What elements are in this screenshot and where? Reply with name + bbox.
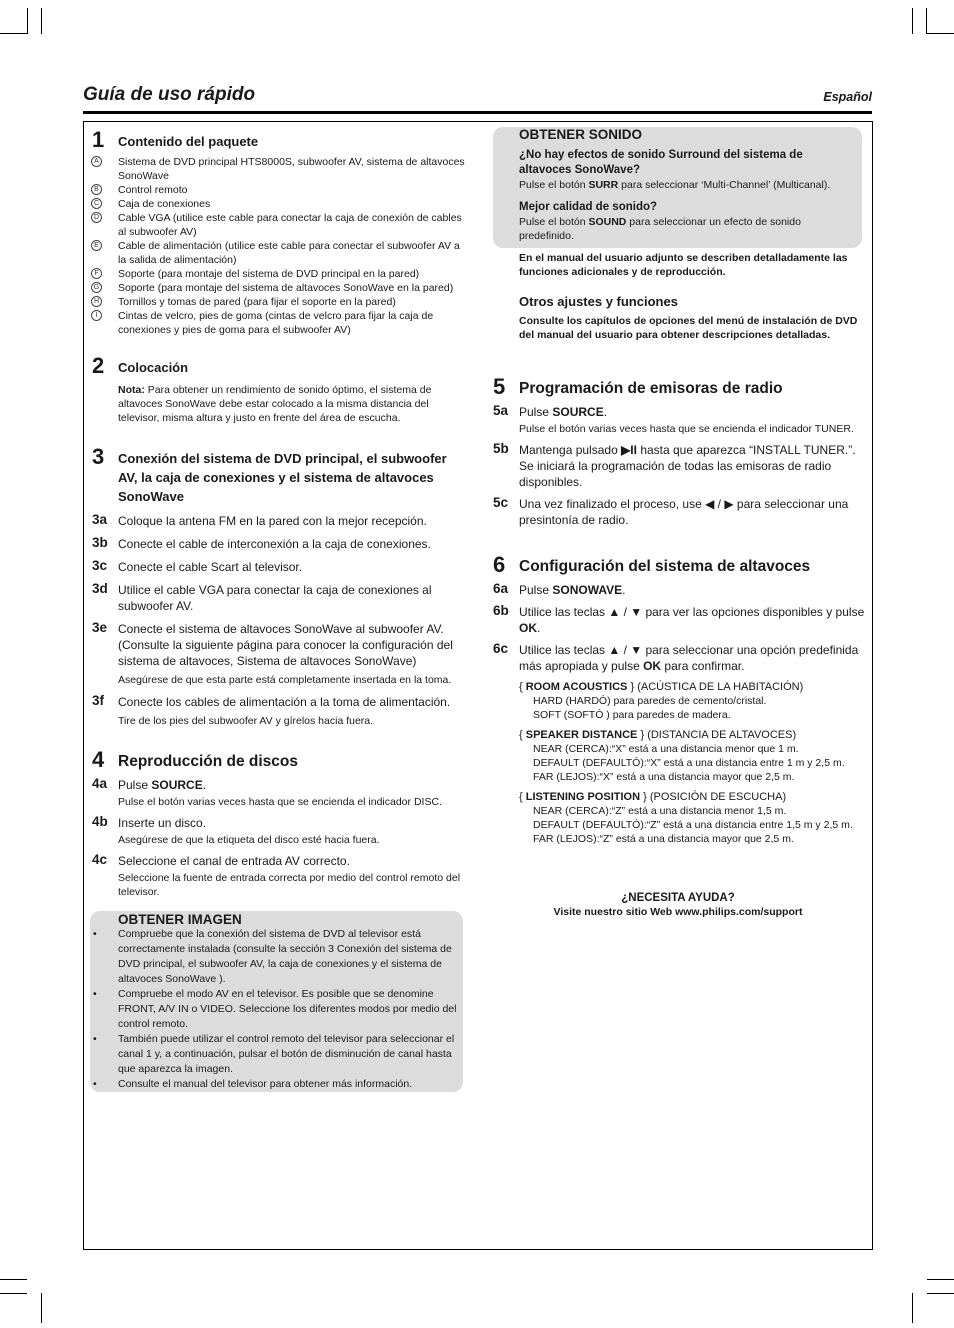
item-letter: H <box>91 296 102 307</box>
item-letter: I <box>91 310 102 321</box>
section-3 <box>90 444 465 728</box>
section-5 <box>491 374 865 528</box>
other-settings-text: Consulte los capítulos de opciones del menú de instalación de DVD del manual del usuario para obtener descripciones detalladas. <box>519 315 858 341</box>
section-4 <box>90 747 465 899</box>
list-item: E Cable de alimentación (utilice este cable para conectar el subwoofer AV a la salida de alimentación) <box>90 239 465 267</box>
list-item: F Soporte (para montaje del sistema de DVD principal en la pared) <box>90 267 465 281</box>
box-title: OBTENER IMAGEN <box>118 912 242 927</box>
connection-steps <box>90 513 465 728</box>
step-4b: 4b Inserte un disco. Asegúrese de que la etiqueta del disco esté hacia fuera. <box>92 814 380 846</box>
header-rule <box>83 111 872 114</box>
language-label: Español <box>823 90 872 104</box>
section-number: 4 <box>92 747 105 772</box>
step-5a: 5a Pulse SOURCE. Pulse el botón varias veces hasta que se encienda el indicador TUNER. <box>493 403 854 435</box>
list-item: • Consulte el manual del televisor para obtener más información. <box>93 1078 413 1090</box>
section-number: 1 <box>92 127 105 152</box>
section-2 <box>90 353 465 425</box>
list-item: • Compruebe que la conexión del sistema de DVD al televisor está correctamente instalada (consulte la sección 3 Conexión del sistema de DVD principal, el subwoofer AV, la caja de conexiones y el sistema de altavoces SonoWave ). <box>93 928 452 985</box>
sound-answer-2: Pulse el botón SOUND para seleccionar un efecto de sonido predefinido. <box>519 216 801 242</box>
list-item: D Cable VGA (utilice este cable para conectar la caja de conexión de cables al subwoofer AV) <box>90 211 465 239</box>
step-3e: 3e Conecte el sistema de altavoces SonoWave al subwoofer AV. (Consulte la siguiente página para conocer la configuración del sistema de altavoces, Sistema de altavoces SonoWave) Asegúrese de que esta parte está completamente insertada en la toma. <box>92 620 453 686</box>
sound-question-1: ¿No hay efectos de sonido Surround del sistema de altavoces SonoWave? <box>519 149 803 176</box>
sound-question-2: Mejor calidad de sonido? <box>519 201 658 213</box>
item-letter: C <box>91 198 102 209</box>
content-frame <box>83 121 873 1250</box>
list-item: B Control remoto <box>90 183 465 197</box>
speaker-option: { SPEAKER DISTANCE } (DISTANCIA DE ALTAVOCES) NEAR (CERCA):“X” está a una distancia menor que 1 m. DEFAULT (DEFAULTÓ):“X” está a una distancia entre 1 m y 2,5 m. FAR (LEJOS):“X” está a una distancia mayor que 2,5 m. <box>519 729 845 783</box>
list-item: • Compruebe el modo AV en el televisor. Es posible que se denomine FRONT, A/V IN o VIDEO. Seleccione los diferentes modos por medio del control remoto. <box>93 988 457 1030</box>
section-title: Conexión del sistema de DVD principal, el subwoofer AV, la caja de conexiones y el sistema de altavoces SonoWave <box>118 451 447 504</box>
section-title: Programación de emisoras de radio <box>519 380 783 397</box>
list-item: I Cintas de velcro, pies de goma (cintas de velcro para fijar la caja de conexiones y pies de goma para el subwoofer AV) <box>90 309 465 337</box>
item-letter: F <box>91 268 102 279</box>
speaker-option: { LISTENING POSITION } (POSICIÓN DE ESCUCHA) NEAR (CERCA):“Z” está a una distancia menor 1,5 m. DEFAULT (DEFAULTÓ):“Z” está a una distancia entre 1,5 m y 2,5 m. FAR (LEJOS):“Z” está a una distancia mayor que 2,5 m. <box>519 791 853 845</box>
list-item: C Caja de conexiones <box>90 197 465 211</box>
speaker-options <box>491 680 865 846</box>
section-1 <box>90 127 465 337</box>
list-item: • También puede utilizar el control remoto del televisor para seleccionar el canal 1 y, a continuación, pulsar el botón de disminución de canal hasta que aparezca la imagen. <box>93 1033 455 1075</box>
section-title: Colocación <box>118 360 189 375</box>
help-title: ¿NECESITA AYUDA? <box>621 892 735 904</box>
section-number: 5 <box>493 374 506 399</box>
box-title: OBTENER SONIDO <box>519 127 643 142</box>
step-6a: 6a Pulse SONOWAVE. <box>493 581 626 597</box>
step-6c: 6c Utilice las teclas ▲ / ▼ para seleccionar una opción predefinida más apropiada y pulse OK para confirmar. <box>493 641 859 673</box>
step-3b: 3b Conecte el cable de interconexión a la caja de conexiones. <box>92 535 431 551</box>
help-block <box>491 892 865 918</box>
list-item: A Sistema de DVD principal HTS8000S, subwoofer AV, sistema de altavoces SonoWave <box>90 155 465 183</box>
package-contents-list <box>90 155 465 337</box>
item-letter: A <box>91 156 102 167</box>
sound-answer-1: Pulse el botón SURR para seleccionar ‘Multi-Channel’ (Multicanal). <box>519 179 831 191</box>
section-6 <box>491 552 865 846</box>
step-5b: 5b Mantenga pulsado ▶II hasta que aparezca “INSTALL TUNER.”. Se iniciará la programación de todas las emisoras de radio disponibles. <box>493 441 856 489</box>
list-item: G Soporte (para montaje del sistema de altavoces SonoWave en la pared) <box>90 281 465 295</box>
manual-note: En el manual del usuario adjunto se describen detalladamente las funciones adicionales y de reproducción. <box>519 252 848 278</box>
item-letter: D <box>91 212 102 223</box>
item-letter: E <box>91 240 102 251</box>
item-letter: G <box>91 282 102 293</box>
step-3f: 3f Conecte los cables de alimentación a la toma de alimentación. Tire de los pies del subwoofer AV y gírelos hacia fuera. <box>92 693 451 727</box>
section-title: Reproducción de discos <box>118 753 299 770</box>
step-3a: 3a Coloque la antena FM en la pared con la mejor recepción. <box>92 512 427 528</box>
step-6b: 6b Utilice las teclas ▲ / ▼ para ver las opciones disponibles y pulse OK. <box>493 603 865 635</box>
step-4a: 4a Pulse SOURCE. Pulse el botón varias veces hasta que se encienda el indicador DISC. <box>92 776 442 808</box>
section-number: 3 <box>92 444 105 469</box>
help-text: Visite nuestro sitio Web www.philips.com/support <box>553 906 803 918</box>
list-item: H Tornillos y tomas de pared (para fijar el soporte en la pared) <box>90 295 465 309</box>
other-settings <box>519 292 863 342</box>
play-pause-icon: ▶II <box>621 443 637 457</box>
section-number: 6 <box>493 552 506 577</box>
section-number: 2 <box>92 353 105 378</box>
step-5c: 5c Una vez finalizado el proceso, use ◀ / ▶ para seleccionar una presintonía de radio. <box>493 495 849 527</box>
placement-note: Nota: Para obtener un rendimiento de sonido óptimo, el sistema de altavoces SonoWave debe estar colocado a la misma distancia del televisor, misma altura y justo en frente del área de escucha. <box>118 384 432 424</box>
get-picture-box <box>90 911 463 1092</box>
step-3d: 3d Utilice el cable VGA para conectar la caja de conexiones al subwoofer AV. <box>92 581 432 613</box>
other-settings-title: Otros ajustes y funciones <box>519 294 678 309</box>
get-sound-box <box>493 127 862 248</box>
item-letter: B <box>91 184 102 195</box>
speaker-option: { ROOM ACOUSTICS } (ACÚSTICA DE LA HABITACIÓN) HARD (HARDÓ) para paredes de cemento/cristal. SOFT (SOFTÓ ) para paredes de madera. <box>519 681 804 721</box>
section-title: Configuración del sistema de altavoces <box>519 558 811 575</box>
page-title: Guía de uso rápido <box>83 84 256 105</box>
picture-tips-list <box>90 927 463 1092</box>
section-title: Contenido del paquete <box>118 134 259 149</box>
step-3c: 3c Conecte el cable Scart al televisor. <box>92 558 303 574</box>
step-4c: 4c Seleccione el canal de entrada AV correcto. Seleccione la fuente de entrada correcta por medio del control remoto del televisor. <box>92 852 461 898</box>
